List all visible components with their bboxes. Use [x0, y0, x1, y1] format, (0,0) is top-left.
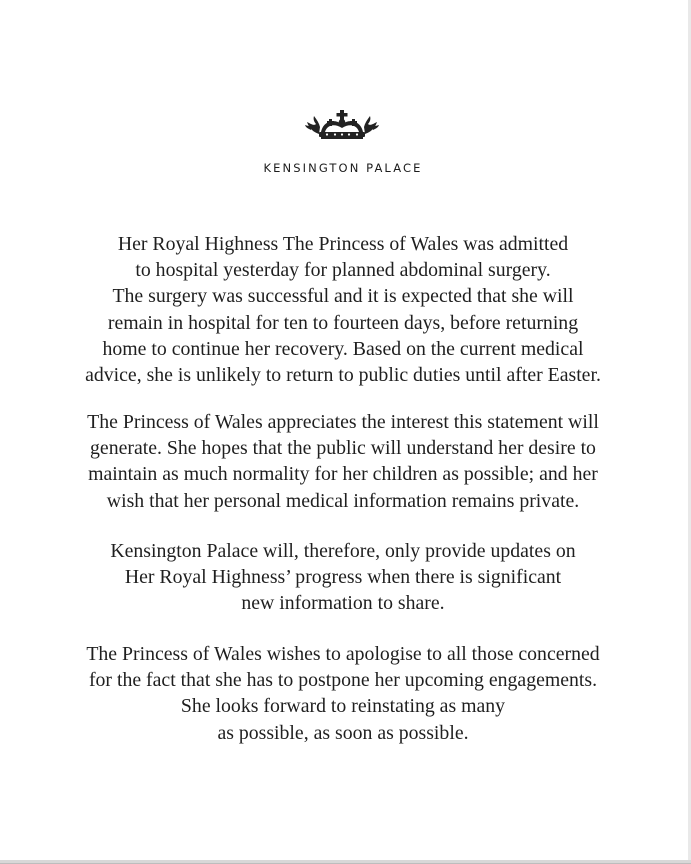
statement-paragraph-3	[0, 538, 686, 617]
statement-line: to hospital yesterday for planned abdominal surgery.	[135, 259, 551, 282]
organization-name: KENSINGTON PALACE	[263, 161, 423, 175]
statement-line: Kensington Palace will, therefore, only provide updates on	[110, 540, 576, 562]
statement-line: home to continue her recovery. Based on the current medical	[102, 337, 584, 360]
statement-line: as possible, as soon as possible.	[217, 721, 469, 744]
page-edge-bottom	[0, 860, 691, 864]
statement-paragraph-4	[0, 641, 686, 746]
statement-line: The Princess of Wales wishes to apologise to all those concerned	[86, 643, 600, 665]
statement-line: advice, she is unlikely to return to public duties until after Easter.	[85, 364, 601, 387]
statement-line: maintain as much normality for her children as possible; and her	[88, 463, 598, 486]
statement-line: Her Royal Highness The Princess of Wales was admitted	[117, 233, 569, 255]
statement-line: The surgery was successful and it is expected that she will	[112, 285, 574, 308]
crown-icon	[305, 110, 379, 140]
statement-paragraph-2	[0, 409, 686, 514]
statement-line: She looks forward to reinstating as many	[180, 695, 506, 718]
statement-line: for the fact that she has to postpone her upcoming engagements.	[88, 669, 598, 692]
statement-line: new information to share.	[241, 592, 445, 615]
statement-paragraph-1	[0, 231, 686, 388]
statement-line: Her Royal Highness’ progress when there is significant	[124, 566, 562, 589]
statement-line: generate. She hopes that the public will understand her desire to	[90, 437, 596, 460]
statement-line: remain in hospital for ten to fourteen days, before returning	[107, 311, 579, 334]
statement-line: The Princess of Wales appreciates the interest this statement will	[87, 411, 599, 433]
statement-line: wish that her personal medical information remains private.	[106, 489, 580, 512]
